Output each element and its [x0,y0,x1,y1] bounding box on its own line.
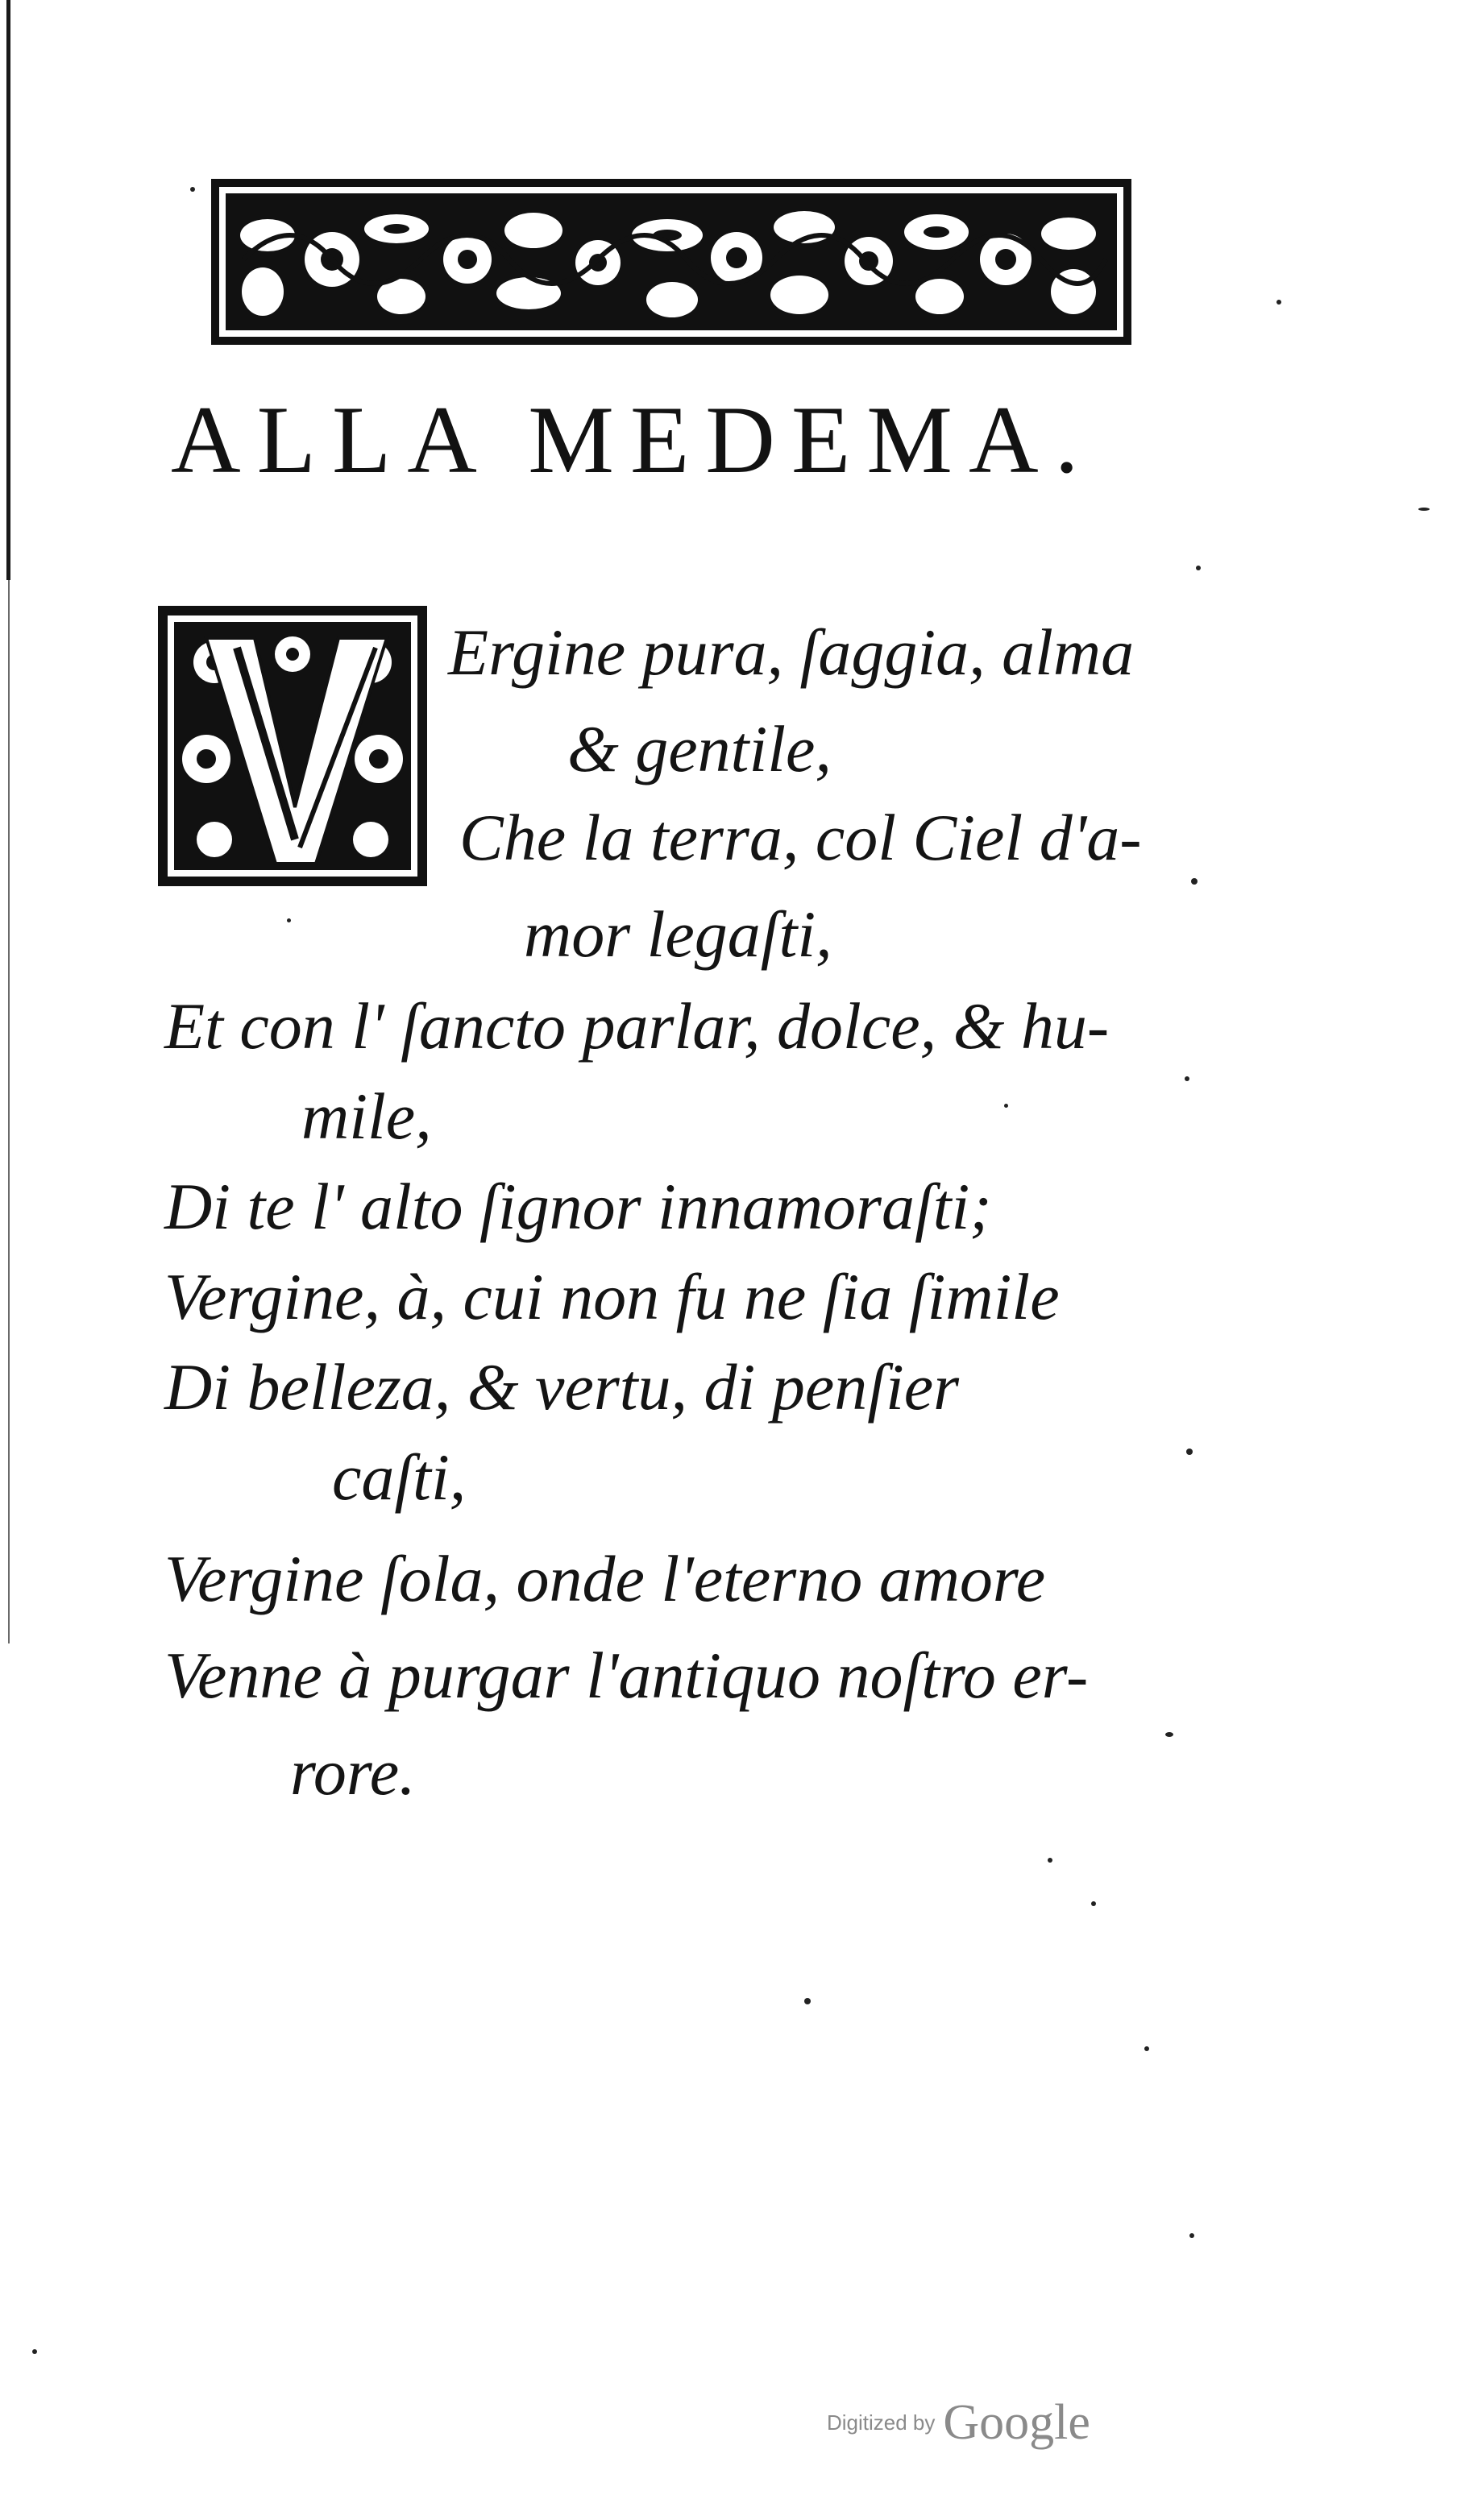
decorated-initial-v-icon [158,606,427,886]
floral-headpiece-icon [211,179,1131,345]
scan-speck [1091,1901,1096,1906]
verse-line: Venne à purgar l'antiquo noſtro er- [164,1639,1089,1712]
digitized-by-label: Digitized by [827,2410,936,2435]
verse-line: Ergine pura, ſaggia, alma [448,615,1135,689]
scan-edge-line-faint [8,580,10,1643]
scan-speck [1185,1076,1189,1081]
scan-speck [1144,2046,1149,2051]
verse-line: Et con l' ſancto parlar, dolce, & hu- [164,989,1110,1063]
verse-line: caſti, [332,1440,467,1514]
scan-speck [1004,1104,1008,1108]
verse-line: Vergine, à, cui non fu ne ſia ſimile [164,1260,1060,1333]
scan-speck [1191,878,1198,885]
verse-line: & gentile, [567,712,832,785]
scan-edge-line [6,0,10,580]
scan-speck [1276,300,1281,305]
scan-speck [804,1998,811,2004]
verse-line: mile, [301,1080,432,1153]
scan-speck [190,187,195,192]
scan-speck [1048,1858,1052,1863]
scan-speck [287,918,291,922]
verse-line: Che la terra, col Ciel d'a- [459,801,1142,874]
verse-line: Di te l' alto ſignor innamoraſti; [164,1170,992,1243]
digitized-by-watermark [827,2394,1090,2452]
scan-speck [32,2349,37,2354]
scan-speck [1186,1449,1193,1455]
scan-speck [1196,566,1201,570]
verse-line: mor legaſti, [524,897,832,971]
scan-speck [1189,2233,1194,2238]
verse-line: rore. [290,1735,416,1809]
google-logo: Google [943,2395,1090,2450]
scan-speck [1418,508,1430,511]
verse-line: Vergine ſola, onde l'eterno amore [164,1542,1046,1615]
verse-line: Di belleza, & vertu, di penſier [164,1350,960,1424]
page-title: ALLA MEDEMA. [171,386,1095,493]
scan-speck [1165,1732,1173,1737]
